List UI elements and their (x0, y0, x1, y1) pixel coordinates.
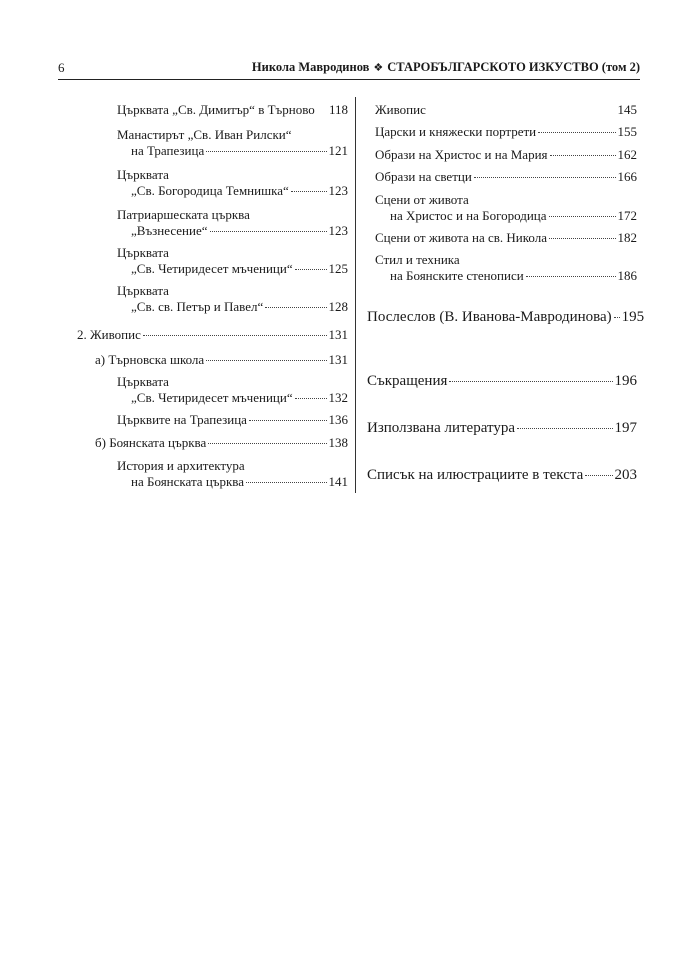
toc-entry[interactable] (117, 102, 348, 118)
toc-entry-title: Патриаршеската църква (117, 207, 250, 222)
leader-dots (449, 381, 612, 382)
leader-dots (295, 269, 327, 270)
toc-entry-subtitle: „Св. Богородица Темнишка“ (131, 183, 289, 198)
toc-major-entry[interactable] (367, 419, 637, 437)
toc-entry-title: Църквите на Трапезица (117, 412, 247, 427)
toc-entry[interactable] (117, 167, 348, 199)
leader-dots (143, 335, 327, 336)
leader-dots (291, 191, 327, 192)
toc-entry-title: Манастирът „Св. Иван Рилски“ (117, 127, 292, 142)
toc-entry[interactable] (375, 230, 637, 246)
leader-dots (210, 231, 327, 232)
toc-entry-title: Църквата (117, 245, 169, 260)
leader-dots (474, 177, 616, 178)
toc-entry-subtitle: „Св. св. Петър и Павел“ (131, 299, 264, 314)
toc-entry-page: 121 (328, 143, 348, 158)
leader-dots (550, 155, 616, 156)
toc-entry-title: Църквата (117, 374, 169, 389)
leader-dots (517, 428, 613, 429)
toc-entry-title: Списък на илюстрациите в текста (367, 467, 584, 483)
toc-entry[interactable] (375, 102, 637, 118)
toc-entry-title: а) Търновска школа (95, 352, 205, 367)
toc-entry-subtitle: на Христос и на Богородица (390, 208, 547, 223)
toc-entry-title: б) Боянската църква (95, 435, 207, 450)
toc-entry-title: 2. Живопис (77, 327, 141, 342)
toc-entry-page: 141 (328, 474, 348, 489)
leader-dots (585, 475, 612, 476)
toc-major-entry[interactable] (367, 372, 637, 390)
page-number: 6 (58, 60, 65, 75)
toc-entry[interactable] (117, 207, 348, 239)
toc-entry-page: 196 (614, 373, 637, 389)
header-rule (58, 79, 640, 80)
toc-entry-page: 182 (617, 230, 637, 245)
toc-entry[interactable] (375, 169, 637, 185)
leader-dots (206, 151, 326, 152)
toc-entry-title: Използвана литература (367, 420, 515, 436)
toc-entry-page: 138 (328, 435, 348, 450)
toc-entry-title: Църквата (117, 167, 169, 182)
leader-dots (249, 420, 327, 421)
toc-entry-title: Сцени от живота на св. Никола (375, 230, 547, 245)
leader-dots (206, 360, 326, 361)
toc-entry[interactable] (117, 245, 348, 277)
toc-entry[interactable] (117, 374, 348, 406)
toc-entry-page: 136 (328, 412, 348, 427)
toc-entry-page: 123 (328, 223, 348, 238)
leader-dots (614, 317, 620, 318)
toc-entry-page: 172 (617, 208, 637, 223)
toc-entry-title: Съкращения (367, 373, 448, 389)
toc-entry-subtitle: „Св. Четиридесет мъченици“ (131, 261, 293, 276)
toc-entry-title: Образи на светци (375, 169, 472, 184)
leader-dots (526, 276, 616, 277)
running-header (252, 60, 640, 75)
toc-entry-page: 166 (617, 169, 637, 184)
toc-entry[interactable] (375, 124, 637, 140)
toc-entry-title: Послеслов (В. Иванова-Мавродинова) (367, 309, 612, 325)
column-divider (355, 97, 356, 493)
toc-entry-title: Живопис (375, 102, 426, 117)
toc-section-entry[interactable] (77, 327, 348, 343)
toc-entry-title: Сцени от живота (375, 192, 469, 207)
toc-entry-page: 118 (328, 102, 348, 117)
toc-entry-page: 145 (617, 102, 637, 117)
toc-entry-title: Стил и техника (375, 252, 460, 267)
toc-entry-page: 131 (328, 352, 348, 367)
toc-entry[interactable] (375, 192, 637, 224)
leader-dots (549, 238, 616, 239)
toc-entry-page: 162 (617, 147, 637, 162)
toc-entry-page: 132 (328, 390, 348, 405)
leader-dots (549, 216, 616, 217)
toc-entry-page: 155 (617, 124, 637, 139)
toc-entry-title: Църквата (117, 283, 169, 298)
toc-entry-page: 186 (617, 268, 637, 283)
toc-major-entry[interactable] (367, 308, 645, 326)
toc-entry-page: 128 (328, 299, 348, 314)
toc-entry-page: 131 (328, 327, 348, 342)
toc-entry-subtitle: на Боянската църква (131, 474, 245, 489)
toc-entry-title: Царски и княжески портрети (375, 124, 537, 139)
author-name: Никола Мавродинов (251, 60, 370, 74)
toc-entry[interactable] (375, 147, 637, 163)
toc-entry-page: 197 (614, 420, 637, 436)
toc-entry-page: 125 (328, 261, 348, 276)
toc-entry-title: Образи на Христос и на Мария (375, 147, 548, 162)
separator-ornament: ❖ (373, 62, 384, 74)
toc-entry-title: История и архитектура (117, 458, 245, 473)
toc-entry-page: 203 (614, 467, 637, 483)
leader-dots (538, 132, 615, 133)
leader-dots (246, 482, 326, 483)
leader-dots (265, 307, 326, 308)
toc-entry[interactable] (117, 283, 348, 315)
book-title: СТАРОБЪЛГАРСКОТО ИЗКУСТВО (том 2) (387, 60, 640, 74)
toc-subsection-entry[interactable] (95, 352, 348, 368)
leader-dots (295, 398, 327, 399)
toc-entry[interactable] (117, 458, 348, 490)
toc-entry-subtitle: на Боянските стенописи (390, 268, 524, 283)
toc-entry[interactable] (375, 252, 637, 284)
toc-entry[interactable] (117, 127, 348, 159)
toc-entry-subtitle: „Възнесение“ (131, 223, 208, 238)
toc-entry-subtitle: „Св. Четиридесет мъченици“ (131, 390, 293, 405)
toc-entry[interactable] (117, 412, 348, 428)
toc-entry-title: Църквата „Св. Димитър“ в Търново (117, 102, 315, 117)
leader-dots (208, 443, 326, 444)
toc-entry-page: 195 (621, 309, 645, 325)
toc-entry-subtitle: на Трапезица (131, 143, 205, 158)
toc-subsection-entry[interactable] (95, 435, 348, 451)
toc-entry-page: 123 (328, 183, 348, 198)
toc-major-entry[interactable] (367, 466, 637, 484)
